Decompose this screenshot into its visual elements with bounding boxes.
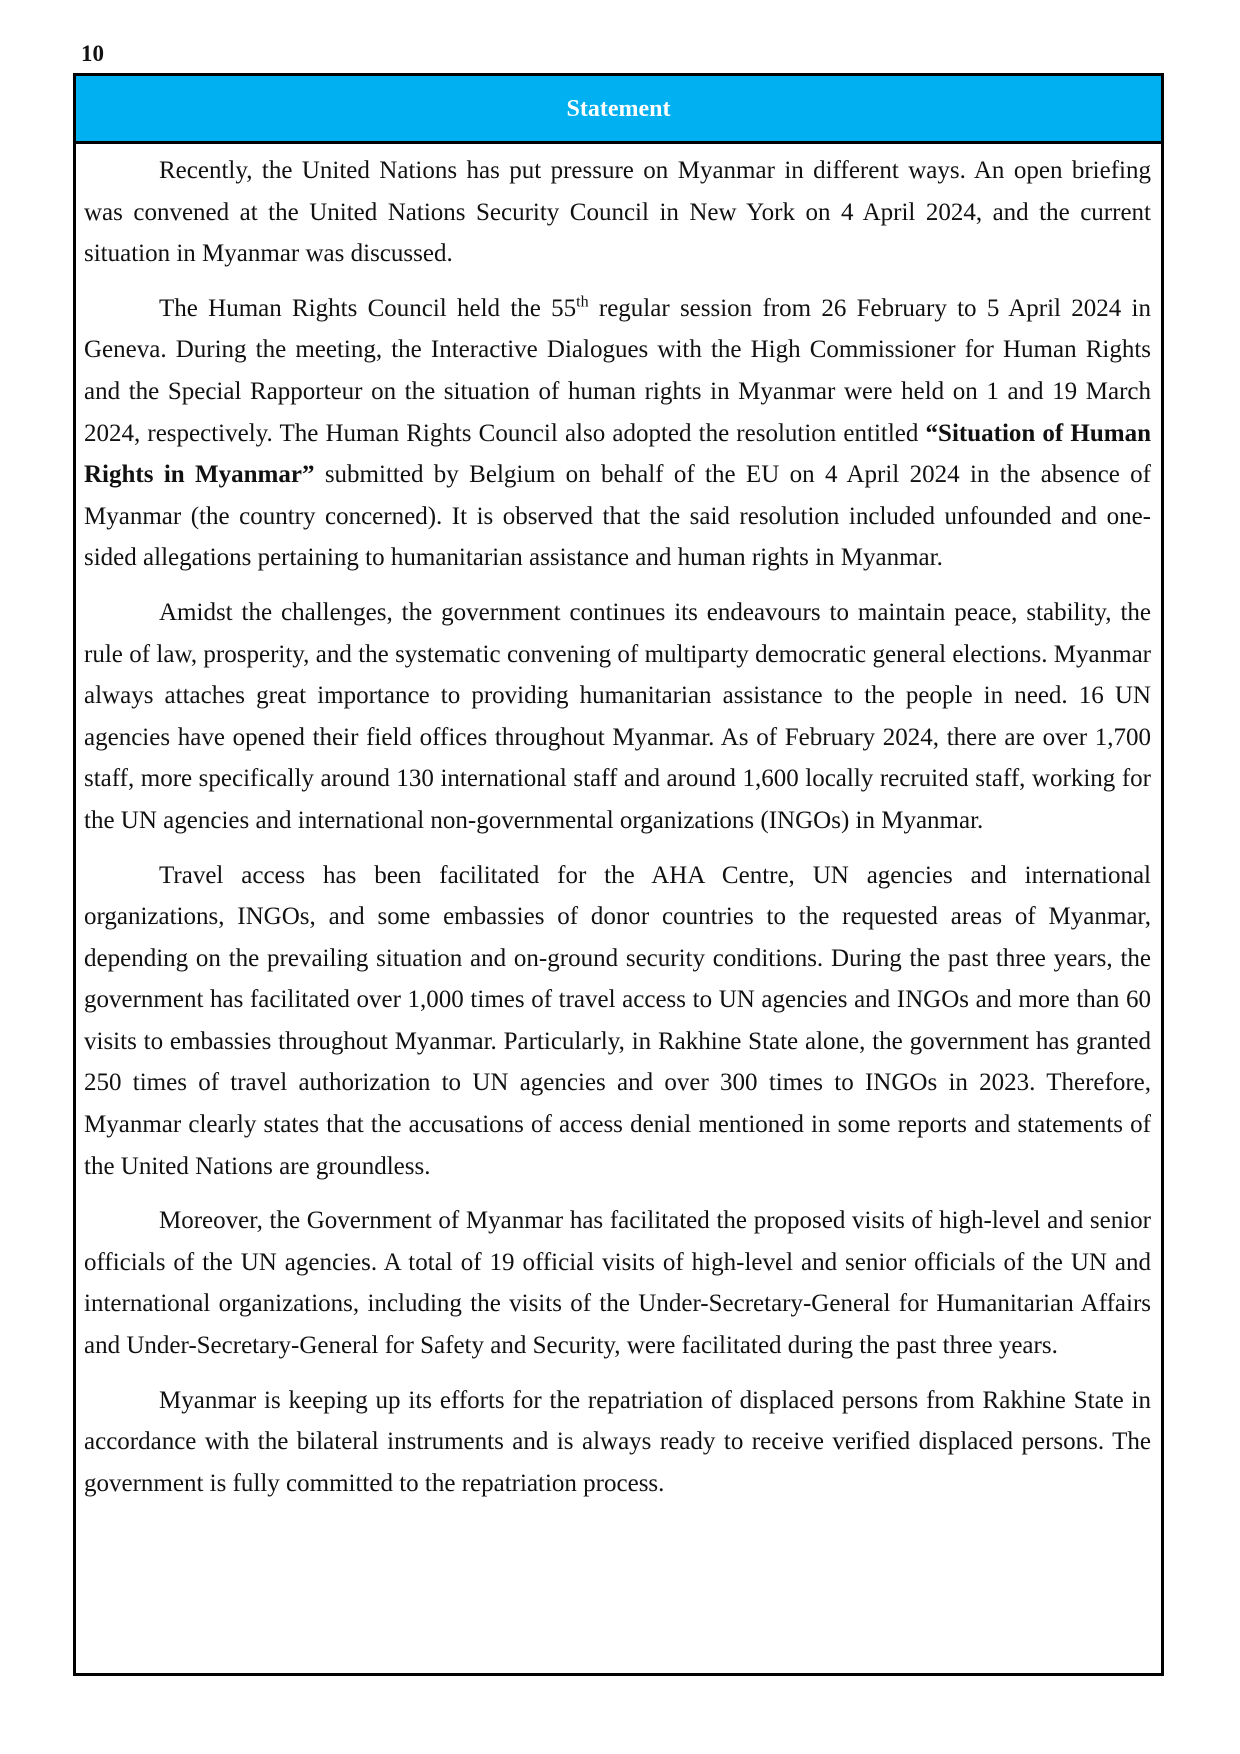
paragraph-text: The Human Rights Council held the 55 bbox=[159, 294, 577, 322]
paragraph-travel-access: Travel access has been facilitated for the AHA Centre, UN agencies and international organizations, INGOs, and some embassies of donor countries to the requested areas of Myanmar, depending on the prevailing situation and on-ground security conditions. During the past three years, the government has facilitated over 1,000 times of travel access to UN agencies and INGOs and more than 60 visits to embassies throughout Myanmar. Particularly, in Rakhine State alone, the government has granted 250 times of travel authorization to UN agencies and over 300 times to INGOs in 2023. Therefore, Myanmar clearly states that the accusations of access denial mentioned in some reports and statements of the United Nations are groundless. bbox=[84, 861, 1151, 1180]
paragraph-repatriation: Myanmar is keeping up its efforts for the repatriation of displaced persons from Rakhine State in accordance with the bilateral instruments and is always ready to receive verified displaced persons. The government is fully committed to the repatriation process. bbox=[84, 1386, 1151, 1497]
statement-body bbox=[76, 144, 1161, 1504]
statement-title: Statement bbox=[566, 95, 671, 122]
paragraph-text: regular session from 26 February to 5 April 2024 in Geneva. During the meeting, the Interactive Dialogues with the High Commissioner for Human Rights and the Special Rapporteur on the situation of human rights in Myanmar were held on 1 and 19 March 2024, respectively. The Human Rights Council also adopted the resolution entitled bbox=[84, 294, 1151, 447]
resolution-title: “Situation of Human Rights in Myanmar” bbox=[84, 419, 1151, 489]
paragraph-human-rights-council bbox=[84, 288, 1151, 579]
paragraph-official-visits: Moreover, the Government of Myanmar has facilitated the proposed visits of high-level and senior officials of the UN agencies. A total of 19 official visits of high-level and senior officials of the UN and international organizations, including the visits of the Under-Secretary-General for Humanitarian Affairs and Under-Secretary-General for Safety and Security, were facilitated during the past three years. bbox=[84, 1207, 1151, 1360]
statement-header bbox=[76, 76, 1161, 144]
paragraph-un-pressure: Recently, the United Nations has put pressure on Myanmar in different ways. An open briefing was convened at the United Nations Security Council in New York on 4 April 2024, and the current situation in Myanmar was discussed. bbox=[84, 157, 1151, 268]
paragraph-humanitarian-assistance: Amidst the challenges, the government continues its endeavours to maintain peace, stability, the rule of law, prosperity, and the systematic convening of multiparty democratic general elections. Myanmar always attaches great importance to providing humanitarian assistance to the people in need. 16 UN agencies have opened their field offices throughout Myanmar. As of February 2024, there are over 1,700 staff, more specifically around 130 international staff and around 1,600 locally recruited staff, working for the UN agencies and international non-governmental organizations (INGOs) in Myanmar. bbox=[84, 598, 1151, 834]
paragraph-text: submitted by Belgium on behalf of the EU on 4 April 2024 in the absence of Myanmar (the country concerned). It is observed that the said resolution included unfounded and one-sided allegations pertaining to humanitarian assistance and human rights in Myanmar. bbox=[84, 461, 1151, 572]
statement-box bbox=[73, 73, 1164, 1676]
ordinal-suffix: th bbox=[576, 293, 589, 311]
page-number: 10 bbox=[81, 41, 104, 66]
